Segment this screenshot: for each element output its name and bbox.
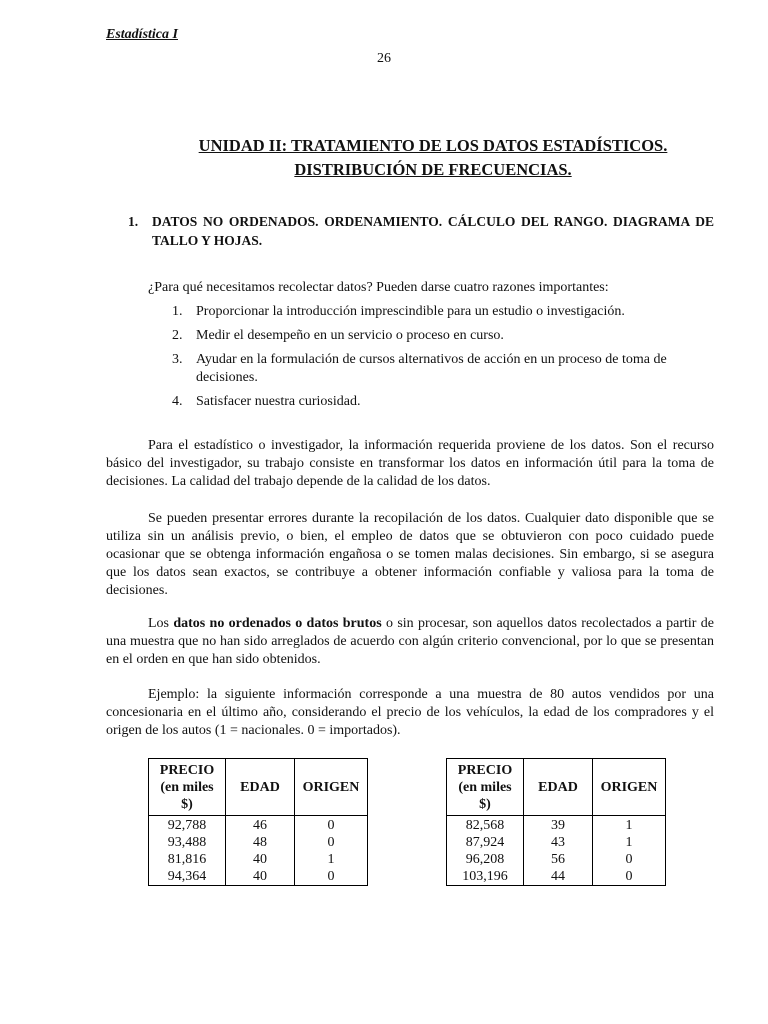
- cell-precio: 82,568: [447, 816, 524, 835]
- list-item-text: Proporcionar la introducción imprescindible para un estudio o investigación.: [196, 304, 625, 319]
- table-header-row: [149, 759, 368, 816]
- raw-data-definition: o sin procesar, son aquellos datos recolectados a partir de una muestra que no han sido arreglados de acuerdo con algún criterio convencional, por lo que se presentan en el orden en que han sido obtenidos.: [106, 616, 714, 667]
- table-row: [447, 851, 666, 868]
- cell-edad: 39: [524, 816, 593, 835]
- intro-text: ¿Para qué necesitamos recolectar datos? Pueden darse cuatro razones importantes:: [148, 280, 609, 295]
- header-precio-line-3: $): [479, 796, 491, 812]
- section-title: DATOS NO ORDENADOS. ORDENAMIENTO. CÁLCULO DEL RANGO. DIAGRAMA DE TALLO Y HOJAS.: [152, 214, 714, 248]
- raw-data-lead: Los: [148, 616, 174, 631]
- paragraph-data-errors: Se pueden presentar errores durante la recopilación de los datos. Cualquier dato disponible que se utiliza sin un análisis previo, o bien, el empleo de datos que se obtuvieron con poco cuidado puede ocasionar que se obtenga información engañosa o se tomen malas decisiones. Sin embargo, si se asegura que los datos sean exactos, se contribuye a obtener información confiable y valiosa para la toma de decisiones.: [106, 511, 714, 598]
- cell-precio: 103,196: [447, 868, 524, 886]
- column-header-precio: [149, 759, 226, 816]
- list-item: [172, 351, 714, 387]
- table-row: [447, 816, 666, 835]
- table-row: [447, 868, 666, 886]
- cell-precio: 87,924: [447, 834, 524, 851]
- cell-origen: 1: [295, 851, 368, 868]
- cell-edad: 44: [524, 868, 593, 886]
- table-row: [149, 816, 368, 835]
- cell-edad: 46: [226, 816, 295, 835]
- list-item-number: 2.: [172, 328, 183, 343]
- cell-origen: 0: [593, 851, 666, 868]
- raw-data-term: datos no ordenados o datos brutos: [173, 616, 382, 631]
- cell-edad: 40: [226, 851, 295, 868]
- list-item-text: Satisfacer nuestra curiosidad.: [196, 394, 361, 409]
- column-header-edad: EDAD: [226, 759, 295, 816]
- cell-precio: 94,364: [149, 868, 226, 886]
- section-heading: [128, 212, 714, 250]
- list-item: [172, 327, 714, 345]
- table-row: [149, 868, 368, 886]
- header-precio-line-2: (en miles: [160, 779, 214, 795]
- list-item-number: 3.: [172, 352, 183, 367]
- section-number: 1.: [128, 214, 139, 229]
- table-row: [149, 834, 368, 851]
- column-header-origen: ORIGEN: [295, 759, 368, 816]
- table-header-row: [447, 759, 666, 816]
- cell-edad: 48: [226, 834, 295, 851]
- page-number: 26: [377, 51, 391, 66]
- list-item: [172, 303, 714, 321]
- cell-edad: 56: [524, 851, 593, 868]
- paragraph-example: Ejemplo: la siguiente información corresponde a una muestra de 80 autos vendidos por una concesionaria en el último año, considerando el precio de los vehículos, la edad de los compradores y el origen de los autos (1 = nacionales. 0 = importados).: [106, 687, 714, 738]
- table-row: [447, 834, 666, 851]
- list-item-number: 1.: [172, 304, 183, 319]
- cell-origen: 0: [295, 816, 368, 835]
- unit-title: [150, 134, 716, 182]
- column-header-precio: [447, 759, 524, 816]
- cell-origen: 1: [593, 816, 666, 835]
- cell-precio: 92,788: [149, 816, 226, 835]
- list-item: [172, 393, 714, 411]
- column-header-origen: ORIGEN: [593, 759, 666, 816]
- cell-precio: 93,488: [149, 834, 226, 851]
- list-item-number: 4.: [172, 394, 183, 409]
- cell-precio: 81,816: [149, 851, 226, 868]
- cell-origen: 0: [593, 868, 666, 886]
- header-precio-line-3: $): [181, 796, 193, 812]
- cell-origen: 0: [295, 868, 368, 886]
- unit-title-line-1: UNIDAD II: TRATAMIENTO DE LOS DATOS ESTADÍSTICOS.: [198, 136, 668, 155]
- cell-precio: 96,208: [447, 851, 524, 868]
- reasons-list: [172, 303, 714, 417]
- cell-origen: 1: [593, 834, 666, 851]
- paragraph-raw-data: [106, 615, 714, 669]
- cell-edad: 43: [524, 834, 593, 851]
- cell-edad: 40: [226, 868, 295, 886]
- list-item-text: Medir el desempeño en un servicio o proceso en curso.: [196, 328, 504, 343]
- car-sales-table-left: [148, 758, 368, 886]
- header-precio-line-1: PRECIO: [159, 762, 215, 778]
- table-row: [149, 851, 368, 868]
- list-item-text: Ayudar en la formulación de cursos alternativos de acción en un proceso de toma de decisiones.: [196, 352, 667, 385]
- running-header: Estadística I: [106, 27, 178, 42]
- header-precio-line-2: (en miles: [458, 779, 512, 795]
- paragraph-data-source: Para el estadístico o investigador, la información requerida proviene de los datos. Son el recurso básico del investigador, su trabajo consiste en transformar los datos en información útil para la toma de decisiones. La calidad del trabajo depende de la calidad de los datos.: [106, 438, 714, 489]
- header-precio-line-1: PRECIO: [457, 762, 513, 778]
- unit-title-line-2: DISTRIBUCIÓN DE FRECUENCIAS.: [294, 160, 572, 179]
- cell-origen: 0: [295, 834, 368, 851]
- column-header-edad: EDAD: [524, 759, 593, 816]
- car-sales-table-right: [446, 758, 666, 886]
